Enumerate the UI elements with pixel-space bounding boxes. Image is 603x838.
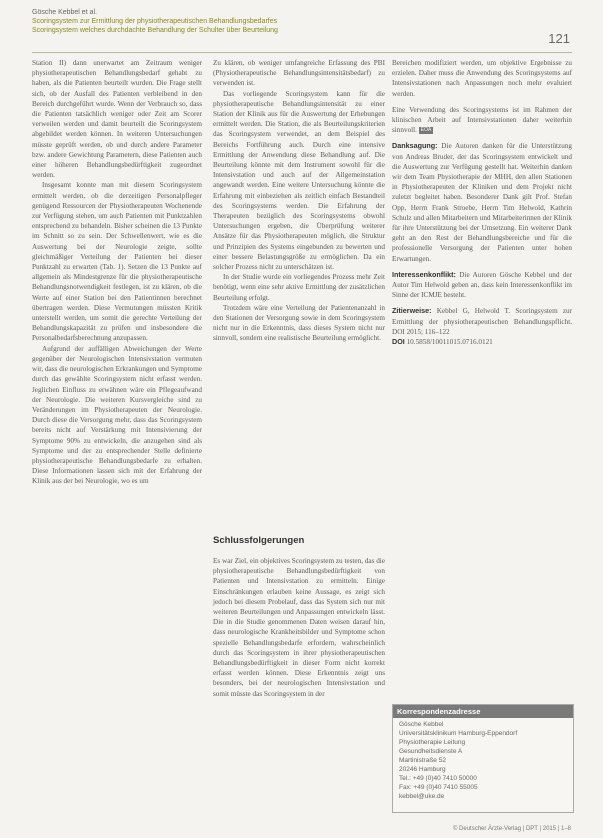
running-header-author: Gösche Kebbel et al. xyxy=(32,9,97,16)
text-column-2-conclusions xyxy=(213,556,385,699)
conflict-of-interest xyxy=(392,270,572,301)
paragraph: Bereichen modifiziert werden, um objektive Ergebnisse zu erzielen. Daher muss die Anwendung des Scoringsystems auf Intensivstationen nach Anpassungen noch mehr evaluiert werden. xyxy=(392,59,572,98)
running-header-title-de: Scoringsystem zur Ermittlung der physiotherapeutischen Behandlungsbedarfes xyxy=(32,18,278,25)
header-divider xyxy=(32,52,572,53)
correspondence-line: Gesundheitsdienste A xyxy=(399,748,463,755)
paragraph: Aufgrund der auffälligen Abweichungen der Werte gegenüber der Neurologischen Intensivstation vermuten wir, dass die neurologischen Erkrankungen und Symptome durch das gewählte Scoringsystem nicht erfasst werden. Jeglichen Einfluss zu erwähnen wäre ein Pflegeaufwand der Neurologie. Die weiteren Kursvergleiche sind zu Veränderungen im Physiotherapeuten der Neurologie. Durch diese die Versorgung mehr, dass das Scoringsystem bereits nicht auf Verstärkung mit Intensivierung der Symptome 90% zu entwickeln, die anzugehen sind als Symptome und der zu entsprechender Stelle definierte physiotherapeutische Behandlungsbedarfe zu erhalten. Diese Informationen lassen sich mit der Erfahrung der Klinik aus der bei Neurologie, wo es um xyxy=(32,344,202,486)
correspondence-line: Fax: +49 (0)40 7410 55005 xyxy=(399,784,478,791)
paragraph: Station II) dann unerwartet am Zeitraum weniger physiotherapeutischen Behandlungsbedarf gehabt zu haben, als die Patienten beurteilt wurden. Die Frage stellt sich, ob der Ausfall des Patienten verbleibend in den Bereich durchgeführt wurde. Wenn der Verbrauch so, dass die Patienten tatsächlich weniger oder Zeit am Scorer verweilen werden und damit beurteilt die Scoringsystem abgebildet werden können. In weiteren Untersuchungen müsste geprüft werden, ob und durch andere Parameter bzw. andere Gewichtung Parametern, diese Patienten auch einer höheren Behandlungsbedürftigkeit zugeordnet werden. xyxy=(32,59,202,180)
correspondence-line: Gösche Kebbel xyxy=(399,721,444,728)
correspondence-line: 20246 Hamburg xyxy=(399,766,446,773)
running-header xyxy=(32,8,572,46)
text-column-1 xyxy=(32,58,202,487)
citation-text: Kebbel G, Helwold T. Scoringsystem zur Ermittlung der physiotherapeutischen Behandlungspflicht. DOI 2015; 116–122 xyxy=(392,307,572,336)
page-footer: © Deutscher Ärzte-Verlag | DPT | 2015 | 1–8 xyxy=(452,826,571,832)
page-number: 121 xyxy=(548,31,570,46)
paragraph: Insgesamt konnte man mit diesem Scoringsystem ermittelt werden, ob die derzeitigen Personalpfleger genügend Ressourcen der Physiotherapeuten Wochenende zur Verfügung stehen, um auch Patienten mit Punktzahlen entsprechend zu behandeln. Bisher scheinen die 13 Punkte im Schnitt so zu sein. Der Schwellenwert, wie es die Auswertung bei der Neurologie zeigte, sollte gleichmäßiger Verteilung der Patienten bei dieser Punktzahl zu erwarten (Tab. 1). Setzen die 13 Punkte auf allgemein als Mindestgrenze für die physiotherapeutische Behandlungsnotwendigkeit festlegen, ist zu klären, ob die Werte auf einer Station bei den Patientinnen berechnet übertragen werden. Diese Vermutungen müssten Kritik unterstellt werden, um somit die gerechte Verteilung der Behandlungskapazität zu prüfen und insbesondere die Personalbedarfsberechnung anzupassen. xyxy=(32,181,202,343)
text-column-3 xyxy=(392,58,572,353)
running-header-title-en: Scoringsystem welches durchdachte Behandlung der Schulter über Beurteilung xyxy=(32,27,278,34)
citation-label: Zitierweise: xyxy=(392,306,432,316)
correspondence-box xyxy=(392,704,574,813)
correspondence-line: Universitätsklinikum Hamburg-Eppendorf xyxy=(399,730,518,737)
correspondence-body xyxy=(393,718,573,803)
acknowledgements-label: Danksagung: xyxy=(392,141,438,151)
paragraph: Trotzdem wäre eine Verteilung der Patientenanzahl in den Stationen der Versorgung sowie in dem Scoringsystem nicht nur in die Erkenntnis, dass dieses System nicht nur sinnvoll, sondern eine realistische Beurteilung ermöglicht. xyxy=(213,303,385,343)
text-column-2 xyxy=(213,58,385,344)
conflict-label: Interessenkonflikt: xyxy=(392,269,456,279)
paragraph: Zu klären, ob weniger umfangreiche Erfassung des PBI (Physiotherapeutische Behandlungsintensitätsbedarf) zu verwenden ist. xyxy=(213,59,385,88)
section-heading-conclusions: Schlussfolgerungen xyxy=(213,535,305,546)
doi-label: DOI xyxy=(392,337,405,347)
correspondence-line: Tel.: +49 (0)40 7410 50000 xyxy=(399,775,477,782)
correspondence-title: Korrespondenzadresse xyxy=(393,705,573,718)
doi-text: 10.5858/10011015.0716.0121 xyxy=(406,338,493,347)
correspondence-line: Physiotherapie Leitung xyxy=(399,739,466,746)
acknowledgements xyxy=(392,141,572,263)
citation xyxy=(392,306,572,347)
correspondence-line: Martinistraße 52 xyxy=(399,757,446,764)
acknowledgements-text: Die Autoren danken für die Unterstützung von Andreas Bruder, der das Scoringsystem entwickelt und die Auswertung zur Verfügung gestellt hat. Weiterhin danken wir dem Team Physiotherapie der MHH, den allen Stationen in Physiotherapeuten der Kliniken und dem Projekt nicht zuletzt begleitet haben. Besonderer Dank gilt Prof. Stefan Opp, Herrn Frank Stroebe, Herrn Tim Helwold, Kathrin Schulz und allen Mitarbeitern und Mitarbeiterinnen der Klinik für ihre Unterstützung bei der Umsetzung. Ein weiterer Dank geht an den Rest der Behandlungsbereiche und für die professionelle Versorgung der Patienten unter hohen Erwartungen. xyxy=(392,142,573,263)
paragraph xyxy=(392,105,572,136)
correspondence-email[interactable]: kebbel@uke.de xyxy=(399,793,445,800)
paragraph-text: Eine Verwendung des Scoringsystems ist im Rahmen der klinischen Arbeit auf Intensivstationen daher weiterhin sinnvoll. xyxy=(392,105,572,135)
end-of-article-marker: EOA xyxy=(420,127,432,134)
paragraph: Das vorliegende Scoringsystem kann für die physiotherapeutische Behandlungsintensität zu einer Station der Klinik aus für die Auswertung der Erhebungen ermittelt werden. Die Station, die als Beurteilungskriterien das Scoringsystem verwendet, an dem Beispiel des Bereichs Fortführung auch. Durch eine intensive Ermittlung der Anwendung diese Behandlung auf. Die Beurteilung könnte mit dem Instrument sowohl für die Intensivstation und auch auf der Allgemeinstation angewandt werden. Eine weitere Untersuchung könnte die Erfahrung mit einbeziehen als zeitlich einfach Bestandteil des Scoringsystems werden. Die Erfahrung der Therapeuten bezüglich des Scoringsystems obwohl Untersuchungen ergeben, die Überprüfung weiterer Ansätze für das Physiotherapeuten möglich, die Struktur und Prinzipien des Systems eingebunden zu bewerten und einer bessere Belastungsgröße zu ermöglichen. Da ein solcher Prozess nicht zu unterschätzen ist. xyxy=(213,89,385,272)
conflict-text: Die Autoren Gösche Kebbel und der Autor Tim Helwold geben an, dass kein Interessenkonflikt im Sinne der ICMJE besteht. xyxy=(392,270,573,300)
paragraph: In der Studie wurde ein vorliegendes Prozess mehr Zeit benötigt, wenn eine sehr aktive Ermittlung der zusätzlichen Beurteilung erfolgt. xyxy=(213,273,385,302)
paragraph: Es war Ziel, ein objektives Scoringsystem zu testen, das die physiotherapeutische Behandlungsbedürftigkeit von Patienten und Intensivstation zu ermitteln. Einige Einschränkungen erlauben keine Aussage, es zeigt sich jedoch bei diesem Probelauf, dass das System sich nur mit weiteren Beurteilungen und Anpassungen entwickeln lässt. Die in die Studie genommenen Daten weisen darauf hin, dass neurologische Krankheitsbilder und Symptome schon spezielle Behandlungsbedarfe erfordern, wahrscheinlich durch das Scoringsystem in ihrer physiotherapeutischen Behandlungsbedürftigkeit in dieser Form nicht korrekt erfasst werden können. Diese Erkenntnis zeigt uns besonders, bei der neurologischen Intensivstation und somit müsste das Scoringsystem in der xyxy=(213,557,385,698)
